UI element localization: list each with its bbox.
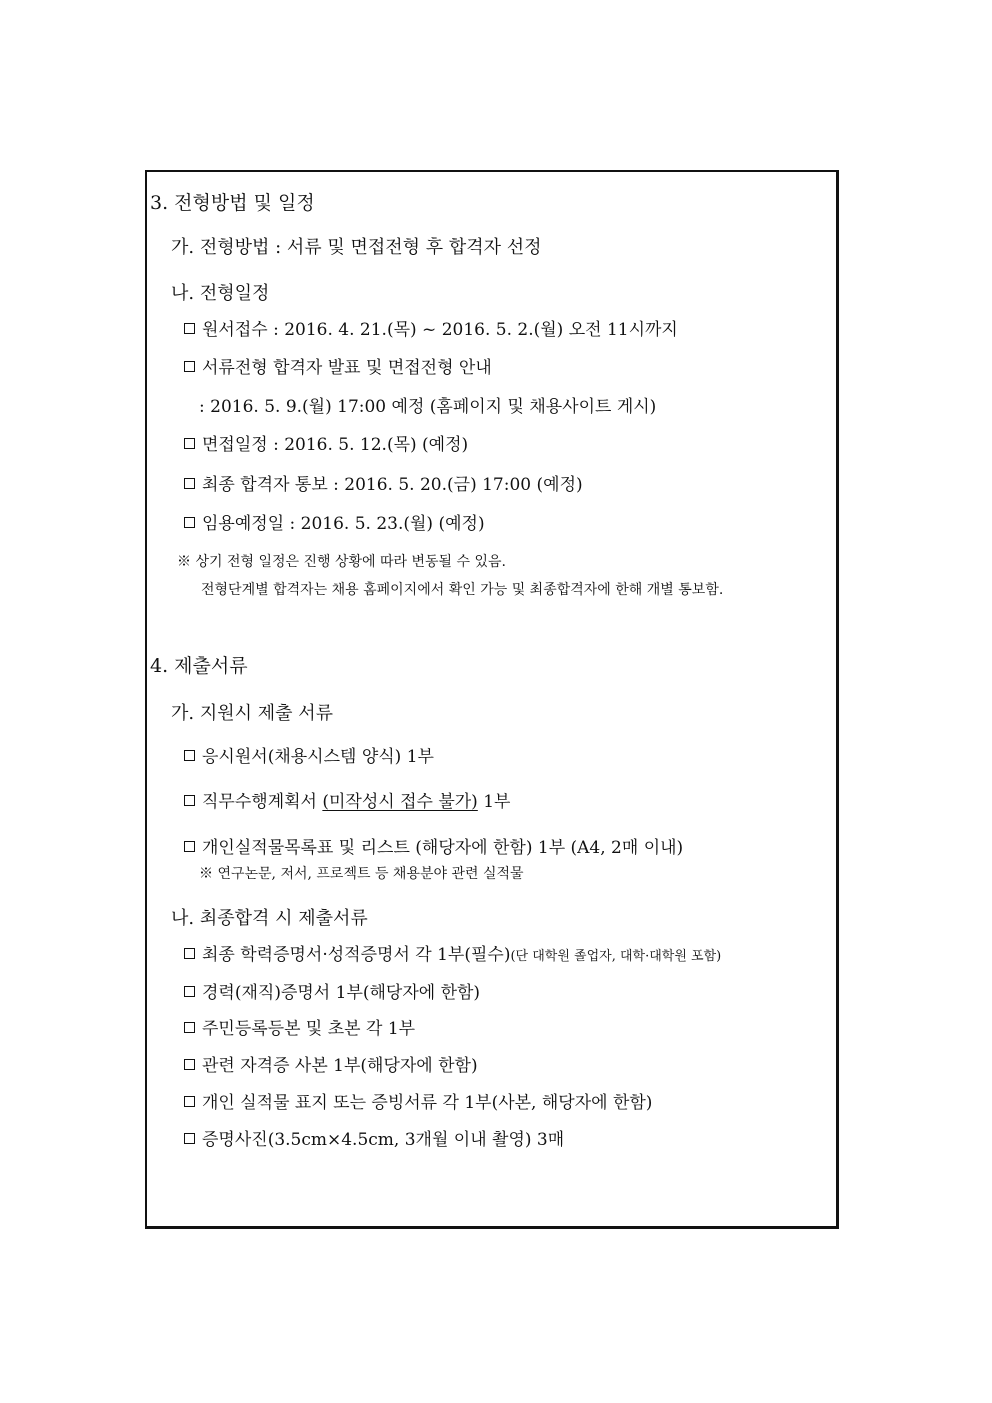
document-frame xyxy=(145,170,839,1229)
checkbox-icon xyxy=(184,517,195,528)
checkbox-icon xyxy=(184,1096,195,1107)
schedule-item: 원서접수 : 2016. 4. 21.(목) ~ 2016. 5. 2.(월) 오전 11시까지 xyxy=(184,322,678,339)
required-warning: (미작성시 접수 불가) xyxy=(322,792,478,812)
schedule-item: 최종 합격자 통보 : 2016. 5. 20.(금) 17:00 (예정) xyxy=(184,477,583,494)
checkbox-icon xyxy=(184,841,195,852)
checkbox-icon xyxy=(184,948,195,959)
apply-documents-heading: 가. 지원시 제출 서류 xyxy=(171,703,333,724)
final-item: 경력(재직)증명서 1부(해당자에 한함) xyxy=(184,985,480,1002)
checkbox-icon xyxy=(184,438,195,449)
schedule-item: 면접일정 : 2016. 5. 12.(목) (예정) xyxy=(184,437,468,454)
checkbox-icon xyxy=(184,323,195,334)
checkbox-icon xyxy=(184,1059,195,1070)
selection-method: 가. 전형방법 : 서류 및 면접전형 후 합격자 선정 xyxy=(171,237,542,258)
final-item: 증명사진(3.5cm×4.5cm, 3개월 이내 촬영) 3매 xyxy=(184,1132,564,1149)
schedule-note: 전형단계별 합격자는 채용 홈페이지에서 확인 가능 및 최종합격자에 한해 개별 통보함. xyxy=(201,582,724,598)
checkbox-icon xyxy=(184,1133,195,1144)
final-item: 개인 실적물 표지 또는 증빙서류 각 1부(사본, 해당자에 한함) xyxy=(184,1095,652,1112)
checkbox-icon xyxy=(184,750,195,761)
final-item: 주민등록등본 및 초본 각 1부 xyxy=(184,1021,415,1038)
announce-detail: : 2016. 5. 9.(월) 17:00 예정 (홈페이지 및 채용사이트 게시) xyxy=(199,397,657,417)
checkbox-icon xyxy=(184,361,195,372)
schedule-item: 서류전형 합격자 발표 및 면접전형 안내 xyxy=(184,360,492,377)
section4-heading: 4. 제출서류 xyxy=(150,655,248,677)
schedule-heading: 나. 전형일정 xyxy=(171,283,270,304)
apply-note: ※ 연구논문, 저서, 프로젝트 등 채용분야 관련 실적물 xyxy=(199,866,524,882)
final-documents-heading: 나. 최종합격 시 제출서류 xyxy=(171,908,368,929)
checkbox-icon xyxy=(184,1022,195,1033)
schedule-note: ※ 상기 전형 일정은 진행 상황에 따라 변동될 수 있음. xyxy=(177,554,506,570)
apply-item: 직무수행계획서 (미작성시 접수 불가) 1부 xyxy=(184,794,510,811)
apply-item: 개인실적물목록표 및 리스트 (해당자에 한함) 1부 (A4, 2매 이내) xyxy=(184,840,683,857)
apply-item: 응시원서(채용시스템 양식) 1부 xyxy=(184,749,434,766)
checkbox-icon xyxy=(184,795,195,806)
checkbox-icon xyxy=(184,986,195,997)
final-item: 최종 학력증명서·성적증명서 각 1부(필수)(단 대학원 졸업자, 대학·대학원 포함) xyxy=(184,947,721,964)
schedule-item: 임용예정일 : 2016. 5. 23.(월) (예정) xyxy=(184,516,485,533)
final-item: 관련 자격증 사본 1부(해당자에 한함) xyxy=(184,1058,478,1075)
section3-heading: 3. 전형방법 및 일정 xyxy=(150,192,315,214)
checkbox-icon xyxy=(184,478,195,489)
